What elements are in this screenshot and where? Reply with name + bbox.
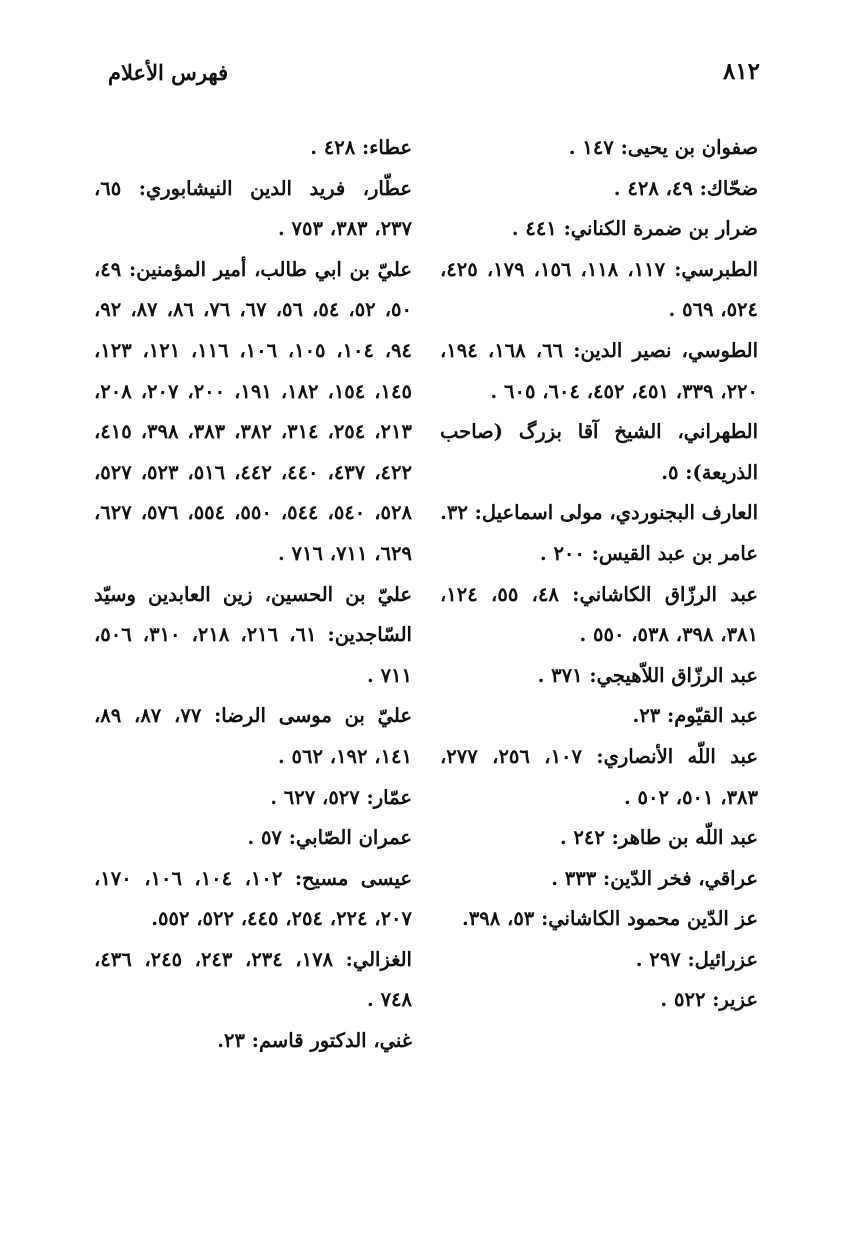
index-entry (440, 250, 758, 331)
index-column-left (94, 128, 412, 1062)
entry-name: عز الدّين محمود الكاشاني: (541, 907, 758, 931)
entry-pages: ١٤٧ . (568, 136, 614, 159)
index-entry (94, 169, 412, 250)
index-column-right (440, 128, 758, 1021)
entry-pages: ٢٩٧ . (635, 947, 681, 971)
entry-name: عمّار: (366, 785, 412, 809)
entry-name: عمران الصّابي: (288, 826, 412, 850)
entry-name: عيسى مسيح: (294, 866, 412, 890)
entry-name: العارف البجنوردي، مولى اسماعيل: (474, 501, 758, 525)
index-entry (440, 493, 758, 534)
entry-pages: ٦٦، ١٦٨، ١٩٤، ٢٢٠، ٣٣٩، ٤٥١، ٤٥٢، ٦٠٤، ٦٠٥ . (440, 338, 758, 403)
entry-name: عطاء: (362, 136, 412, 159)
entry-pages: ٤٢٨ . (310, 136, 356, 159)
entry-pages: ٤٤١ . (511, 217, 557, 241)
entry-pages: ٥٧ . (247, 826, 282, 850)
entry-name: ضرار بن ضمرة الكناني: (563, 217, 758, 241)
entry-pages: ٥٣، ٣٩٨. (462, 907, 535, 931)
entry-name: عطّار، فريد الدين النيشابوري: (138, 176, 412, 200)
entry-name: عراقي، فخر الدّين: (603, 866, 758, 890)
running-title: فهرس الأعلام (108, 60, 229, 85)
entry-pages: ٣٣٣ . (551, 866, 597, 890)
index-entry (94, 575, 412, 697)
index-entry (94, 128, 412, 169)
index-entry (440, 656, 758, 697)
entry-pages: ١٠٧، ٢٥٦، ٢٧٧، ٣٨٣، ٥٠١، ٥٠٢ . (440, 744, 758, 809)
entry-name: عبد الرزّاق اللاّهيجي: (589, 663, 758, 687)
entry-name: الطهراني، الشيخ آقا بزرگ (صاحب الذريعة): (440, 420, 758, 484)
entry-pages: ٢٣. (632, 704, 661, 728)
entry-name: عزرائيل: (687, 947, 758, 971)
index-entry (440, 737, 758, 818)
entry-pages: ٢٤٢ . (559, 826, 605, 850)
entry-name: عليّ بن ابي طالب، أمير المؤمنين: (129, 257, 412, 281)
index-entry (440, 575, 758, 656)
entry-pages: ٤٨، ٥٥، ١٢٤، ٣٨١، ٣٩٨، ٥٣٨، ٥٥٠ . (440, 582, 758, 647)
entry-pages: ٣٧١ . (537, 663, 583, 687)
entry-name: عبد اللّه الأنصاري: (596, 744, 758, 768)
entry-pages: ٦١، ٢١٦، ٢١٨، ٣١٠، ٥٠٦، ٧١١ . (94, 623, 412, 687)
index-entry (94, 250, 412, 575)
index-entry (440, 128, 758, 169)
entry-name: الطبرسي: (674, 257, 759, 281)
index-entry (440, 818, 758, 859)
entry-pages: ٤٩، ٤٢٨ . (613, 176, 693, 200)
entry-name: صفوان بن يحيى: (620, 136, 758, 159)
entry-name: عليّ بن موسى الرضا: (214, 704, 412, 728)
index-entry (440, 899, 758, 940)
entry-pages: ١٠٢، ١٠٤، ١٠٦، ١٧٠، ٢٠٧، ٢٢٤، ٢٥٤، ٤٤٥، ٥٢٢، ٥٥٢. (94, 866, 412, 931)
index-entry (440, 859, 758, 900)
index-entry (94, 859, 412, 940)
entry-pages: ٣٢. (440, 501, 468, 525)
entry-pages: ٥٢٢ . (660, 988, 706, 1012)
entry-name: غني، الدكتور قاسم: (251, 1029, 412, 1053)
entry-pages: ١٧٨، ٢٣٤، ٢٤٣، ٢٤٥، ٤٣٦، ٧٤٨ . (94, 947, 412, 1012)
entry-pages: ٧٧، ٨٧، ٨٩، ١٤١، ١٩٢، ٥٦٢ . (94, 704, 412, 768)
index-entry (440, 331, 758, 412)
entry-pages: ٢٠٠ . (539, 541, 585, 565)
index-entry (440, 209, 758, 250)
entry-name: الغزالي: (345, 947, 412, 971)
index-entry (440, 534, 758, 575)
entry-pages: ٤٩، ٥٠، ٥٢، ٥٤، ٥٦، ٦٧، ٧٦، ٨٦، ٨٧، ٩٢، ٩٤، ١٠٤، ١٠٥، ١٠٦، ١١٦، ١٢١، ١٢٣، ١٤٥، ١٥٤، ١٨٢، ١٩١، ٢٠٠، ٢٠٧، ٢٠٨، ٢١٣، ٢٥٤، ٣١٤، ٣٨٢، ٣٨٣، ٣٩٨، ٤١٥، ٤٢٢، ٤٣٧، ٤٤٠، ٤٤٢، ٥١٦، ٥٢٣، ٥٢٧، ٥٢٨، ٥٤٠، ٥٤٤، ٥٥٠، ٥٥٤، ٥٧٦، ٦٢٧، ٦٢٩، ٧١١، ٧١٦ . (94, 257, 412, 565)
index-entry (94, 778, 412, 819)
page-number: ٨١٢ (722, 58, 760, 85)
entry-pages: ٥٢٧، ٦٢٧ . (270, 785, 360, 809)
entry-name: الطوسي، نصير الدين: (573, 338, 758, 362)
index-entry (440, 940, 758, 981)
index-entry (94, 818, 412, 859)
index-entry (440, 980, 758, 1021)
index-entry (94, 696, 412, 777)
entry-name: عبد القيّوم: (667, 704, 758, 728)
entry-name: عبد اللّه بن طاهر: (611, 826, 758, 850)
entry-pages: ٢٣. (217, 1029, 245, 1053)
entry-name: عامر بن عبد القيس: (591, 541, 758, 565)
entry-name: عبد الرزّاق الكاشاني: (572, 582, 758, 606)
entry-name: عليّ بن الحسين، زين العابدين وسيّد السّاجدين: (94, 582, 412, 647)
index-entry (94, 1021, 412, 1062)
index-entry (440, 696, 758, 737)
entry-pages: ٥. (661, 460, 679, 484)
entry-name: ضحّاك: (699, 176, 758, 200)
entry-pages: ١١٧، ١١٨، ١٥٦، ١٧٩، ٤٢٥، ٥٢٤، ٥٦٩ . (440, 257, 758, 322)
entry-name: عزير: (712, 988, 758, 1012)
entry-pages: ٦٥، ٢٣٧، ٣٨٣، ٧٥٣ . (94, 176, 412, 241)
index-entry (440, 169, 758, 210)
index-entry (94, 940, 412, 1021)
index-entry (440, 412, 758, 493)
